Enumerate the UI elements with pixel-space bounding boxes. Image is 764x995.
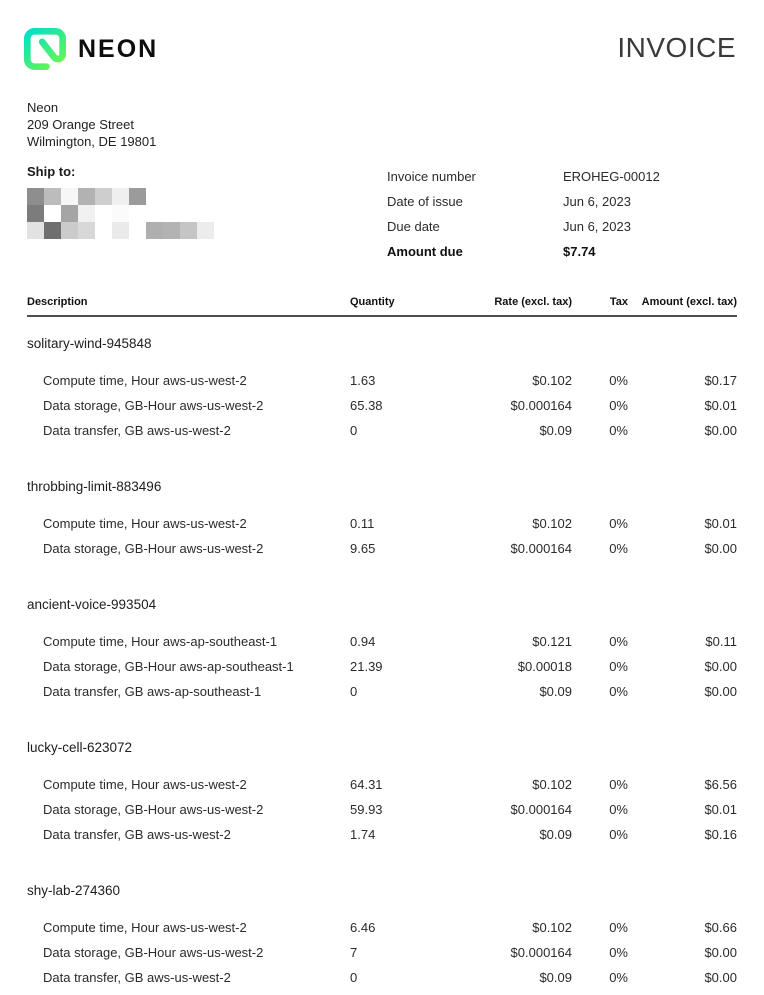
line-item-amount: $0.01: [704, 516, 737, 531]
invoice-meta: [387, 169, 737, 269]
line-item-tax: 0%: [609, 827, 628, 842]
redaction-pixel: [163, 222, 180, 239]
redaction-pixel: [61, 188, 78, 205]
project-name: lucky-cell-623072: [27, 740, 133, 755]
line-item-amount: $0.00: [704, 423, 737, 438]
line-item-rate: $0.102: [532, 373, 572, 388]
line-item-tax: 0%: [609, 659, 628, 674]
project-group: [27, 597, 737, 709]
redaction-pixel: [112, 222, 129, 239]
line-item-amount: $0.01: [704, 802, 737, 817]
redaction-pixel: [27, 188, 44, 205]
line-item-tax: 0%: [609, 802, 628, 817]
meta-row-due-date: [387, 219, 737, 244]
redaction-pixel: [180, 222, 197, 239]
line-item-amount: $0.01: [704, 398, 737, 413]
redaction-pixel: [146, 222, 163, 239]
table-body: [27, 336, 737, 995]
line-item-description: Data storage, GB-Hour aws-us-west-2: [43, 945, 264, 960]
line-item-row: [27, 634, 737, 659]
meta-row-amount-due: [387, 244, 737, 269]
line-item-rate: $0.102: [532, 516, 572, 531]
redaction-pixel: [27, 205, 44, 222]
line-item-quantity: 1.74: [350, 827, 376, 842]
line-item-quantity: 0: [350, 970, 358, 985]
line-item-amount: $0.16: [704, 827, 737, 842]
line-item-rate: $0.121: [532, 634, 572, 649]
line-item-quantity: 0: [350, 684, 358, 699]
line-item-tax: 0%: [609, 398, 628, 413]
project-name: ancient-voice-993504: [27, 597, 157, 612]
header-rate: Rate (excl. tax): [494, 296, 572, 308]
line-item-row: [27, 423, 737, 448]
redaction-row: [27, 205, 214, 222]
line-item-amount: $0.00: [704, 659, 737, 674]
amount-due-label: Amount due: [387, 244, 463, 259]
line-item-row: [27, 777, 737, 802]
ship-to-label: Ship to:: [27, 164, 76, 179]
line-item-description: Data storage, GB-Hour aws-us-west-2: [43, 398, 264, 413]
line-item-tax: 0%: [609, 516, 628, 531]
line-item-tax: 0%: [609, 541, 628, 556]
redaction-pixel: [44, 222, 61, 239]
line-item-tax: 0%: [609, 684, 628, 699]
project-group: [27, 740, 737, 852]
redaction-pixel: [197, 222, 214, 239]
line-item-quantity: 21.39: [350, 659, 383, 674]
line-item-row: [27, 827, 737, 852]
redaction-pixel: [112, 188, 129, 205]
line-item-rate: $0.102: [532, 920, 572, 935]
line-item-quantity: 6.46: [350, 920, 376, 935]
line-item-description: Compute time, Hour aws-us-west-2: [43, 920, 247, 935]
line-item-rate: $0.09: [539, 970, 572, 985]
line-item-amount: $0.66: [704, 920, 737, 935]
header-description: Description: [27, 296, 88, 308]
line-item-row: [27, 684, 737, 709]
redaction-pixel: [95, 205, 112, 222]
line-item-quantity: 0.11: [350, 516, 375, 531]
line-item-amount: $0.00: [704, 684, 737, 699]
line-item-quantity: 0.94: [350, 634, 376, 649]
line-item-quantity: 65.38: [350, 398, 383, 413]
line-item-rate: $0.000164: [510, 541, 572, 556]
neon-wordmark: NEON: [78, 35, 159, 63]
line-item-row: [27, 373, 737, 398]
line-item-row: [27, 802, 737, 827]
line-item-description: Data transfer, GB aws-us-west-2: [43, 423, 231, 438]
line-item-rate: $0.000164: [510, 802, 572, 817]
redaction-pixel: [78, 205, 95, 222]
company-name: Neon: [27, 100, 59, 115]
redaction-pixel: [44, 205, 61, 222]
line-item-description: Compute time, Hour aws-us-west-2: [43, 373, 247, 388]
line-item-tax: 0%: [609, 970, 628, 985]
line-item-amount: $0.17: [704, 373, 737, 388]
line-item-amount: $0.00: [704, 541, 737, 556]
line-item-tax: 0%: [609, 920, 628, 935]
company-address-line1: 209 Orange Street: [27, 117, 134, 132]
line-item-description: Compute time, Hour aws-ap-southeast-1: [43, 634, 278, 649]
line-item-tax: 0%: [609, 777, 628, 792]
meta-row-date-of-issue: [387, 194, 737, 219]
line-item-amount: $0.00: [704, 945, 737, 960]
line-item-description: Data storage, GB-Hour aws-us-west-2: [43, 541, 264, 556]
line-items-table: [27, 296, 737, 995]
redaction-pixel: [27, 222, 44, 239]
line-item-rate: $0.09: [539, 423, 572, 438]
line-item-row: [27, 398, 737, 423]
invoice-number-value: EROHEG-00012: [563, 169, 660, 184]
invoice-number-label: Invoice number: [387, 169, 476, 184]
document-title: INVOICE: [617, 32, 736, 63]
line-item-quantity: 0: [350, 423, 358, 438]
line-item-quantity: 7: [350, 945, 358, 960]
line-item-quantity: 64.31: [350, 777, 383, 792]
line-item-row: [27, 516, 737, 541]
header-tax: Tax: [609, 296, 628, 308]
redaction-pixel: [129, 205, 146, 222]
line-item-rate: $0.09: [539, 827, 572, 842]
redaction-pixel: [44, 188, 61, 205]
line-item-quantity: 1.63: [350, 373, 376, 388]
table-header-row: [27, 296, 737, 317]
line-item-tax: 0%: [609, 945, 628, 960]
line-item-tax: 0%: [609, 634, 628, 649]
meta-row-invoice-number: [387, 169, 737, 194]
redaction-row: [27, 188, 214, 205]
line-item-amount: $0.11: [705, 634, 737, 649]
redaction-pixel: [129, 222, 146, 239]
ship-to-redacted-address: [27, 188, 214, 239]
header-quantity: Quantity: [350, 296, 395, 308]
line-item-row: [27, 970, 737, 995]
date-of-issue-label: Date of issue: [387, 194, 463, 209]
line-item-description: Data transfer, GB aws-ap-southeast-1: [43, 684, 262, 699]
line-item-rate: $0.09: [539, 684, 572, 699]
redaction-row: [27, 222, 214, 239]
project-group: [27, 479, 737, 566]
line-item-description: Data storage, GB-Hour aws-ap-southeast-1: [43, 659, 294, 674]
line-item-description: Data storage, GB-Hour aws-us-west-2: [43, 802, 264, 817]
line-item-rate: $0.102: [532, 777, 572, 792]
neon-logo-icon: [24, 28, 66, 70]
project-group: [27, 336, 737, 448]
line-item-row: [27, 541, 737, 566]
line-item-row: [27, 920, 737, 945]
redaction-pixel: [95, 222, 112, 239]
due-date-label: Due date: [387, 219, 440, 234]
line-item-amount: $6.56: [704, 777, 737, 792]
due-date-value: Jun 6, 2023: [563, 219, 631, 234]
redaction-pixel: [61, 205, 78, 222]
project-group: [27, 883, 737, 995]
project-name: solitary-wind-945848: [27, 336, 152, 351]
neon-logo: [24, 28, 158, 70]
redaction-pixel: [129, 188, 146, 205]
line-item-rate: $0.000164: [510, 945, 572, 960]
line-item-description: Data transfer, GB aws-us-west-2: [43, 970, 231, 985]
line-item-tax: 0%: [609, 373, 628, 388]
project-name: throbbing-limit-883496: [27, 479, 162, 494]
date-of-issue-value: Jun 6, 2023: [563, 194, 631, 209]
line-item-row: [27, 659, 737, 684]
redaction-pixel: [78, 222, 95, 239]
line-item-rate: $0.000164: [510, 398, 572, 413]
company-address-line2: Wilmington, DE 19801: [27, 134, 157, 149]
redaction-pixel: [78, 188, 95, 205]
amount-due-value: $7.74: [563, 244, 596, 259]
line-item-quantity: 9.65: [350, 541, 376, 556]
line-item-tax: 0%: [609, 423, 628, 438]
redaction-pixel: [61, 222, 78, 239]
header-amount: Amount (excl. tax): [641, 296, 737, 308]
line-item-quantity: 59.93: [350, 802, 383, 817]
project-name: shy-lab-274360: [27, 883, 121, 898]
line-item-description: Data transfer, GB aws-us-west-2: [43, 827, 231, 842]
line-item-rate: $0.00018: [517, 659, 572, 674]
redaction-pixel: [95, 188, 112, 205]
line-item-amount: $0.00: [704, 970, 737, 985]
company-address: [27, 99, 156, 150]
line-item-description: Compute time, Hour aws-us-west-2: [43, 516, 247, 531]
redaction-pixel: [112, 205, 129, 222]
line-item-description: Compute time, Hour aws-us-west-2: [43, 777, 247, 792]
line-item-row: [27, 945, 737, 970]
